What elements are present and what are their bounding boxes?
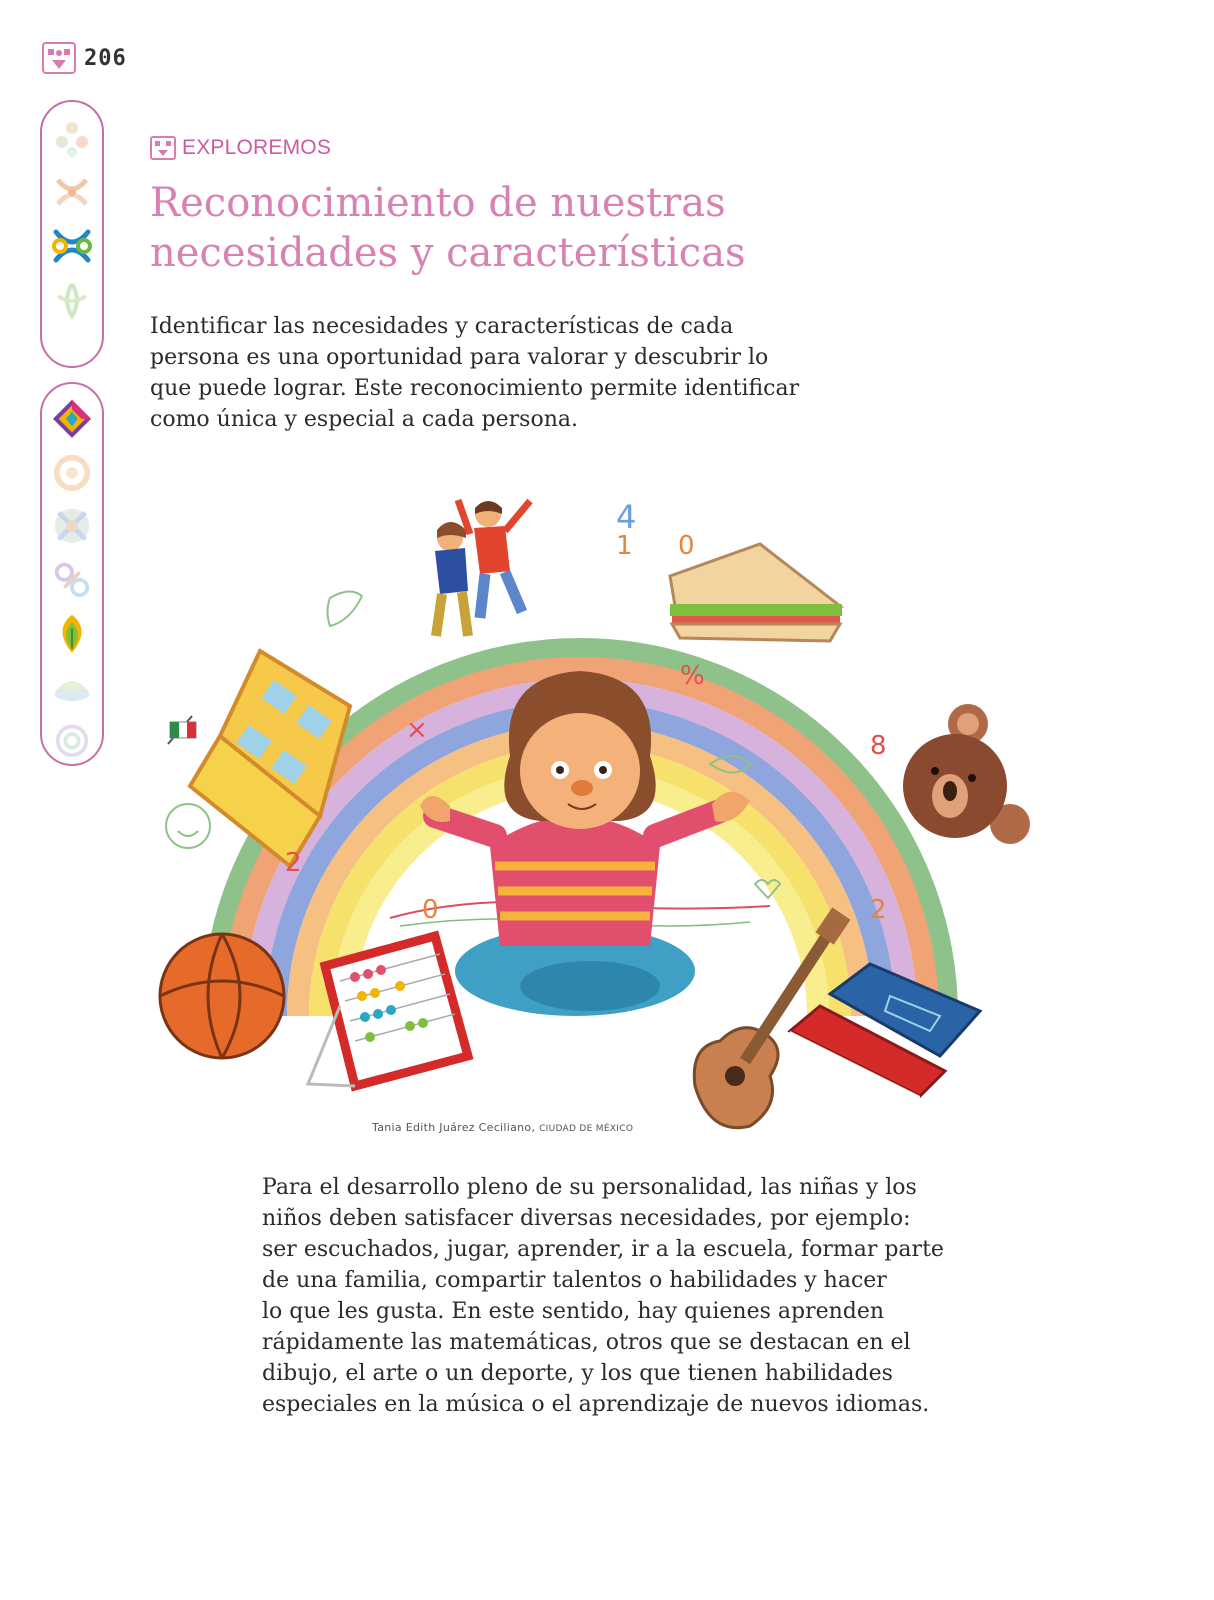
section-label-text: EXPLOREMOS — [182, 136, 332, 159]
body-line: ser escuchados, jugar, aprender, ir a la escuela, formar parte — [262, 1237, 944, 1262]
intro-line: que puede lograr. Este reconocimiento permite identificar — [150, 376, 800, 401]
eje-icon-faded-1 — [48, 450, 96, 496]
intro-line: persona es una oportunidad para valorar y descubrir lo — [150, 345, 769, 370]
body-line: lo que les gusta. En este sentido, hay quienes aprenden — [262, 1299, 885, 1324]
page-number: 206 — [84, 45, 127, 71]
body-line: niños deben satisfacer diversas necesidades, por ejemplo: — [262, 1206, 911, 1231]
doodle-number-2-right: 2 — [870, 895, 887, 925]
eje-icon-faded-5 — [48, 718, 96, 764]
dancing-couple — [435, 500, 530, 636]
intro-line: Identificar las necesidades y características de cada — [150, 314, 734, 339]
eje-icon-active — [48, 396, 96, 442]
body-line: de una familia, compartir talentos o habilidades y hacer — [262, 1268, 887, 1293]
intro-paragraph — [150, 311, 850, 435]
page-title: Reconocimiento de nuestras necesidades y características — [150, 180, 746, 276]
doodle-times: × — [406, 715, 428, 745]
body-line: especiales en la música o el aprendizaje de nuevos idiomas. — [262, 1392, 930, 1417]
body-line: Para el desarrollo pleno de su personalidad, las niñas y los — [262, 1175, 917, 1200]
illustration-credit — [372, 1121, 633, 1134]
doodle-number-8: 8 — [870, 731, 887, 761]
page-number-block — [42, 40, 127, 76]
doodle-number-0-top: 0 — [678, 531, 695, 561]
body-line: dibujo, el arte o un deporte, y los que tienen habilidades — [262, 1361, 893, 1386]
section-label — [150, 136, 331, 160]
rainbow-illustration — [150, 486, 1050, 1146]
doodle-number-1: 1 — [616, 531, 633, 561]
sandwich — [670, 544, 842, 641]
campo-icon-active — [48, 222, 96, 270]
credit-author: Tania Edith Juárez Ceciliano, — [372, 1121, 536, 1134]
campo-icon-faded-1 — [48, 114, 96, 162]
eje-icon-faded-4 — [48, 665, 96, 711]
sidebar-ejes — [40, 382, 104, 766]
body-line: rápidamente las matemáticas, otros que se destacan en el — [262, 1330, 911, 1355]
campo-icon-faded-2 — [48, 168, 96, 216]
teddy-bear — [903, 704, 1030, 844]
basketball — [160, 934, 284, 1058]
eje-icon-faded-2 — [48, 503, 96, 549]
exploremos-icon — [150, 136, 176, 160]
sidebar-campos — [40, 100, 104, 368]
campo-icon-faded-3 — [48, 276, 96, 324]
doodle-number-4: 4 — [616, 498, 637, 536]
glyph-icon — [42, 42, 76, 74]
doodle-number-2-left: 2 — [285, 848, 302, 878]
intro-line: como única y especial a cada persona. — [150, 407, 578, 432]
eje-icon-leaf — [48, 611, 96, 657]
body-paragraph — [262, 1172, 982, 1420]
doodle-number-0-bottom: 0 — [422, 895, 439, 925]
doodle-percent: % — [680, 661, 705, 691]
eje-icon-faded-3 — [48, 557, 96, 603]
credit-place: CIUDAD DE MÉXICO — [539, 1124, 634, 1134]
